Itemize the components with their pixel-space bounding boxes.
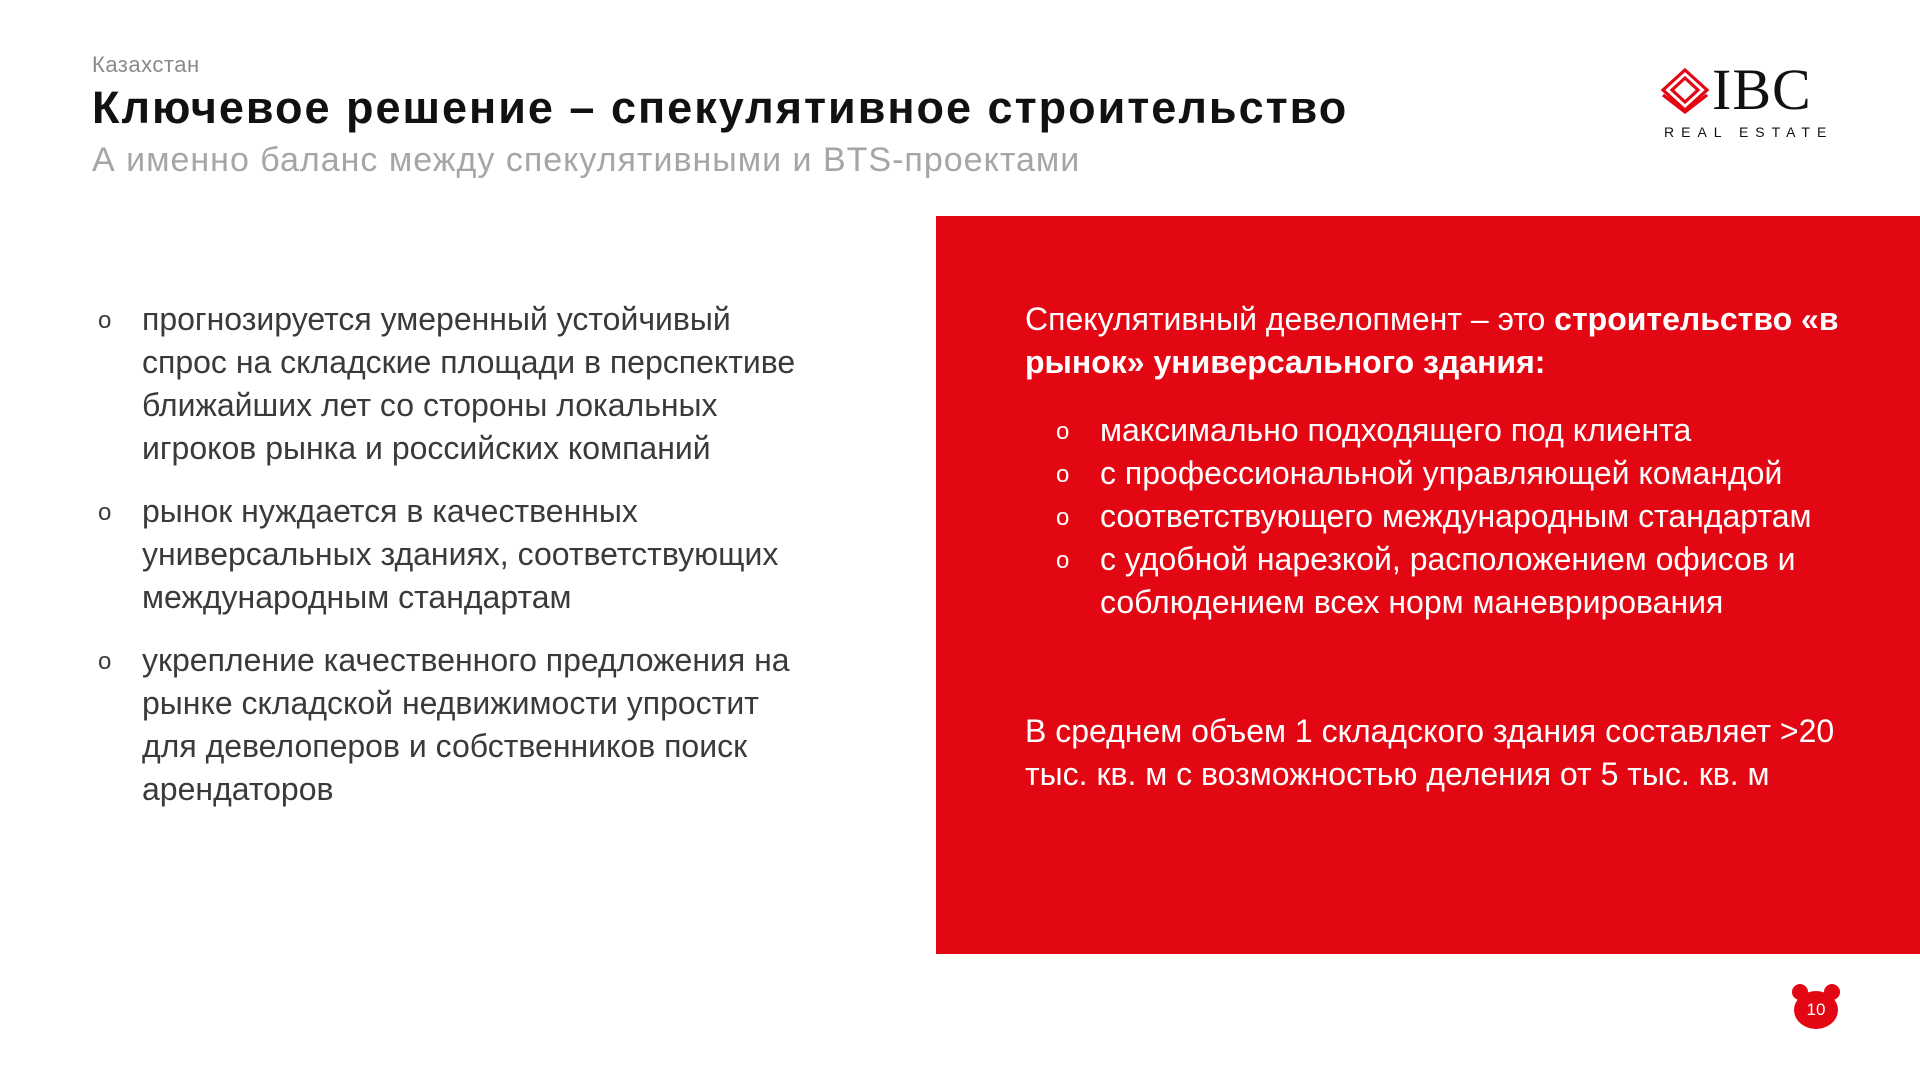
list-item [96, 639, 796, 811]
building-features-list [1054, 409, 1884, 624]
list-item [1054, 409, 1884, 452]
region-label: Казахстан [92, 52, 200, 77]
list-item [96, 490, 796, 619]
list-item [96, 298, 796, 470]
bullet-icon: o [1056, 418, 1070, 445]
logo-tagline: REAL ESTATE [1664, 124, 1834, 140]
page-number-badge [1790, 982, 1842, 1030]
panel-intro-plain: Спекулятивный девелопмент – это [1025, 301, 1555, 337]
company-logo [1660, 57, 1834, 146]
bullet-icon: o [98, 499, 112, 526]
list-item [1054, 452, 1884, 495]
list-item [1054, 495, 1884, 538]
bullet-icon: o [1056, 461, 1070, 488]
layered-diamond-icon [1660, 68, 1710, 114]
panel-intro [1025, 298, 1885, 384]
list-item [1054, 538, 1884, 624]
logo-wordmark: IBC [1712, 57, 1812, 122]
logo-top [1660, 57, 1832, 122]
slide-title: Ключевое решение – спекулятивное строительство [92, 82, 1349, 133]
list-item-text: прогнозируется умеренный устойчивый спрос на складские площади в перспективе ближайших лет со стороны локальных игроков рынка и российских компаний [142, 301, 796, 466]
list-item-text: рынок нуждается в качественных универсальных зданиях, соответствующих международным стандартам [142, 493, 779, 615]
bullet-icon: o [98, 307, 112, 334]
bullet-icon: o [1056, 504, 1070, 531]
list-item-text: соответствующего международным стандартам [1100, 498, 1812, 534]
panel-note: В среднем объем 1 складского здания составляет >20 тыс. кв. м с возможностью деления от 5 тыс. кв. м [1025, 713, 1835, 792]
page-number: 10 [1806, 1000, 1826, 1019]
list-item-text: с удобной нарезкой, расположением офисов и соблюдением всех норм маневрирования [1100, 541, 1796, 620]
panel-intro-emphasis: строительство «в рынок» универсального здания: [1025, 301, 1839, 380]
list-item-text: укрепление качественного предложения на рынке складской недвижимости упростит для девелоперов и собственников поиск арендаторов [142, 642, 790, 807]
slide-subtitle: А именно баланс между спекулятивными и BTS-проектами [92, 141, 1081, 179]
bullet-icon: o [1056, 547, 1070, 574]
market-drivers-list [96, 298, 796, 831]
definition-panel [936, 216, 1920, 954]
list-item-text: максимально подходящего под клиента [1100, 412, 1692, 448]
bullet-icon: o [98, 648, 112, 675]
list-item-text: с профессиональной управляющей командой [1100, 455, 1783, 491]
